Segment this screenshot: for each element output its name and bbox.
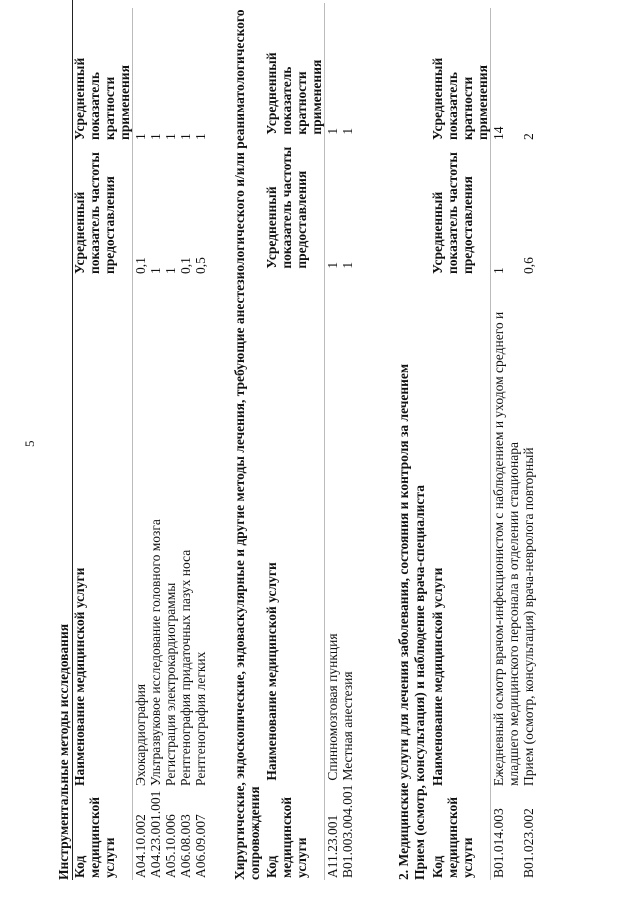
table-header-row xyxy=(72,8,133,880)
cell-name: Спинномозговая пункция xyxy=(325,633,340,781)
header-name: Наименование медицинской услуги xyxy=(264,271,325,783)
cell-frequency: 0,5 xyxy=(193,257,208,274)
cell-frequency: 0,1 xyxy=(178,257,193,274)
cell-name: Ультразвуковое исследование головного мозга xyxy=(148,519,163,786)
cell-multiplicity: 1 xyxy=(163,133,178,140)
table-row xyxy=(340,3,355,880)
cell-name: Рентгенография легких xyxy=(193,651,208,786)
table-surgical xyxy=(264,3,355,880)
table-row xyxy=(325,3,341,880)
cell-multiplicity: 1 xyxy=(325,127,340,135)
section-title-surgical: Хирургические, эндоскопические, эндоваскулярные и другие методы лечения, требующие анестезиологического и/или реаниматологического сопровождения xyxy=(232,9,262,880)
cell-multiplicity: 14 xyxy=(491,126,506,140)
cell-code: B01.023.002 xyxy=(521,808,536,878)
table-row xyxy=(193,8,208,880)
section-subtitle-specialist: Прием (осмотр, консультация) и наблюдение врача-специалиста xyxy=(412,485,427,880)
cell-multiplicity: 1 xyxy=(178,133,193,140)
header-frequency: Усредненный показатель частоты предоставления xyxy=(72,142,133,276)
cell-frequency: 0,6 xyxy=(521,257,536,274)
cell-frequency: 0,1 xyxy=(133,257,148,274)
section-title-instrumental: Инструментальные методы исследования xyxy=(56,623,71,880)
table-row xyxy=(133,8,149,880)
header-code: Код медицинской услуги xyxy=(430,788,491,880)
cell-frequency: 1 xyxy=(325,261,340,269)
header-multiplicity: Усредненный показатель кратности применения xyxy=(264,3,325,137)
header-code: Код медицинской услуги xyxy=(72,788,133,880)
table-header-row xyxy=(430,8,491,880)
cell-name: Эхокардиография xyxy=(133,683,148,786)
cell-code: A06.08.003 xyxy=(178,814,193,878)
table-row xyxy=(491,8,522,880)
cell-code: A04.23.001.001 xyxy=(148,790,163,878)
table-instrumental xyxy=(72,8,208,880)
cell-frequency: 1 xyxy=(163,267,178,274)
cell-name: Местная анестезия xyxy=(340,671,355,781)
header-frequency: Усредненный показатель частоты предоставления xyxy=(264,137,325,271)
table-specialist xyxy=(430,8,536,880)
table-row xyxy=(521,8,536,880)
cell-code: A05.10.006 xyxy=(163,814,178,878)
header-name: Наименование медицинской услуги xyxy=(72,276,133,788)
cell-name: Ежедневный осмотр врачом-инфекционистом с наблюдением и уходом среднего и младшего медицинского персонала в отделении стационара xyxy=(491,311,521,786)
cell-multiplicity: 2 xyxy=(521,133,536,140)
header-frequency: Усредненный показатель частоты предоставления xyxy=(430,142,491,276)
document-body xyxy=(52,0,612,880)
header-multiplicity: Усредненный показатель кратности применения xyxy=(430,8,491,142)
cell-code: A06.09.007 xyxy=(193,814,208,878)
cell-name: Рентгенография придаточных пазух носа xyxy=(178,549,193,786)
cell-multiplicity: 1 xyxy=(148,133,163,140)
cell-code: B01.003.004.001 xyxy=(340,784,355,878)
cell-multiplicity: 1 xyxy=(133,133,148,140)
cell-code: B01.014.003 xyxy=(491,808,506,878)
section-title-treatment: 2. Медицинские услуги для лечения заболевания, состояния и контроля за лечением xyxy=(396,363,411,880)
cell-frequency: 1 xyxy=(491,267,506,274)
page-number: 5 xyxy=(22,440,37,447)
cell-code: A04.10.002 xyxy=(133,814,148,878)
cell-name: Прием (осмотр, консультация) врача-невролога повторный xyxy=(521,447,536,786)
table-row xyxy=(163,8,178,880)
cell-frequency: 1 xyxy=(148,267,163,274)
cell-multiplicity: 1 xyxy=(193,133,208,140)
table-header-row xyxy=(264,3,325,880)
header-name: Наименование медицинской услуги xyxy=(430,276,491,788)
cell-frequency: 1 xyxy=(340,261,355,269)
cell-code: A11.23.001 xyxy=(325,814,340,878)
table-row xyxy=(148,8,163,880)
header-multiplicity: Усредненный показатель кратности применения xyxy=(72,8,133,142)
cell-name: Регистрация электрокардиограммы xyxy=(163,582,178,786)
table-row xyxy=(178,8,193,880)
header-code: Код медицинской услуги xyxy=(264,783,325,880)
cell-multiplicity: 1 xyxy=(340,127,355,135)
